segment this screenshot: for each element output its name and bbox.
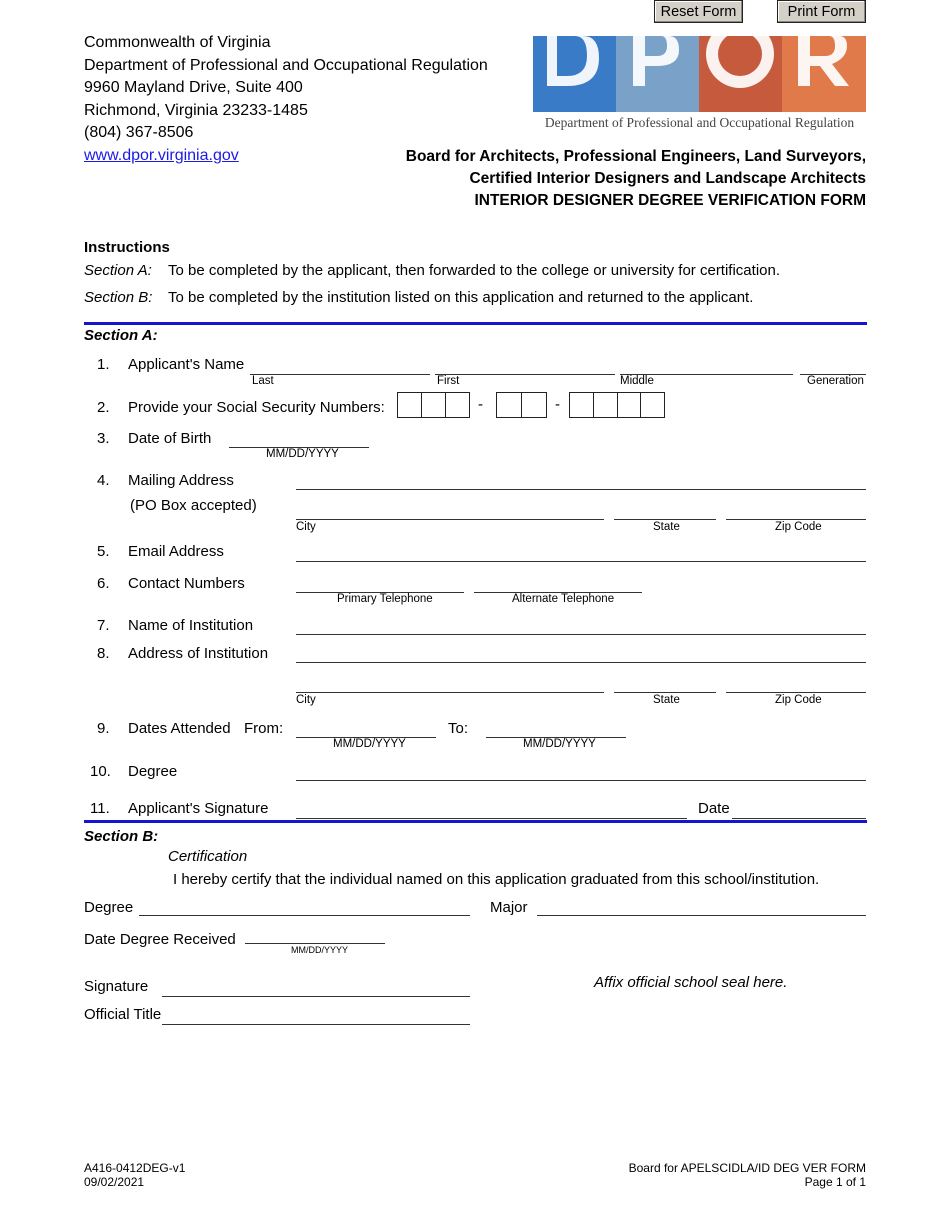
board-line-1: Board for Architects, Professional Engineers, Land Surveyors, bbox=[405, 148, 866, 165]
institution-name-label: Name of Institution bbox=[128, 617, 254, 634]
agency-line-4: Richmond, Virginia 23233-1485 bbox=[84, 101, 308, 119]
item-number-8: 8. bbox=[97, 645, 110, 662]
footer-right bbox=[629, 1161, 866, 1189]
agency-line-2: Department of Professional and Occupational Regulation bbox=[84, 56, 488, 74]
name-last-field[interactable] bbox=[250, 374, 430, 375]
print-form-button[interactable]: Print Form bbox=[777, 0, 866, 23]
mailing-street-field[interactable] bbox=[296, 489, 866, 490]
logo-caption: Department of Professional and Occupational Regulation bbox=[544, 115, 855, 130]
contact-numbers-label: Contact Numbers bbox=[128, 575, 245, 592]
section-a-heading: Section A: bbox=[84, 327, 158, 344]
instructions-a-label: Section A: bbox=[84, 262, 152, 279]
b-signature-label: Signature bbox=[84, 978, 149, 995]
item-number-6: 6. bbox=[97, 575, 110, 592]
footer-form-name: Board for APELSCIDLA/ID DEG VER FORM bbox=[628, 1161, 866, 1175]
degree-label: Degree bbox=[128, 763, 178, 780]
institution-zip-caption: Zip Code bbox=[775, 694, 822, 706]
ssn-part-3-input[interactable] bbox=[569, 392, 665, 418]
board-title bbox=[406, 146, 866, 212]
degree-field[interactable] bbox=[296, 780, 866, 781]
official-title-label: Official Title bbox=[84, 1006, 162, 1023]
footer-date: 09/02/2021 bbox=[84, 1175, 145, 1189]
board-line-2: Certified Interior Designers and Landscape Architects bbox=[469, 170, 866, 187]
b-degree-label: Degree bbox=[84, 899, 134, 916]
po-box-note: (PO Box accepted) bbox=[130, 497, 257, 514]
institution-state-caption: State bbox=[653, 694, 680, 706]
agency-line-1: Commonwealth of Virginia bbox=[84, 34, 271, 51]
section-b-rule bbox=[84, 820, 867, 823]
b-major-label: Major bbox=[490, 899, 528, 916]
applicant-signature-field[interactable] bbox=[296, 818, 687, 819]
b-degree-field[interactable] bbox=[139, 915, 470, 916]
mailing-zip-caption: Zip Code bbox=[775, 521, 822, 533]
certification-heading: Certification bbox=[168, 848, 248, 865]
certification-text: I hereby certify that the individual named on this application graduated from this school/institution. bbox=[173, 871, 820, 888]
date-degree-received-label: Date Degree Received bbox=[84, 931, 236, 948]
email-field[interactable] bbox=[296, 561, 866, 562]
instructions-b-label: Section B: bbox=[84, 289, 153, 306]
dates-to-label: To: bbox=[448, 720, 469, 737]
institution-city-field[interactable] bbox=[296, 692, 604, 693]
footer-left bbox=[84, 1161, 185, 1189]
mailing-zip-field[interactable] bbox=[726, 519, 866, 520]
dob-format-caption: MM/DD/YYYY bbox=[266, 448, 339, 460]
name-generation-caption: Generation bbox=[807, 375, 864, 387]
section-a-rule bbox=[84, 322, 867, 325]
mailing-state-field[interactable] bbox=[614, 519, 716, 520]
name-first-field[interactable] bbox=[435, 374, 615, 375]
ssn-part-2-input[interactable] bbox=[496, 392, 547, 418]
mailing-city-caption: City bbox=[296, 521, 316, 533]
instructions-heading: Instructions bbox=[84, 239, 170, 256]
signature-date-label: Date bbox=[698, 800, 730, 817]
footer-page: Page 1 of 1 bbox=[804, 1175, 866, 1189]
name-middle-caption: Middle bbox=[620, 375, 654, 387]
mailing-state-caption: State bbox=[653, 521, 680, 533]
section-b-heading: Section B: bbox=[84, 828, 159, 845]
form-title: INTERIOR DESIGNER DEGREE VERIFICATION FORM bbox=[474, 192, 866, 209]
item-number-5: 5. bbox=[97, 543, 110, 560]
date-degree-received-caption: MM/DD/YYYY bbox=[291, 945, 349, 955]
reset-form-button[interactable]: Reset Form bbox=[654, 0, 743, 23]
mailing-city-field[interactable] bbox=[296, 519, 604, 520]
applicant-signature-label: Applicant's Signature bbox=[128, 800, 269, 817]
agency-website-link[interactable]: www.dpor.virginia.gov bbox=[84, 146, 239, 164]
alternate-telephone-caption: Alternate Telephone bbox=[512, 593, 615, 605]
institution-city-caption: City bbox=[296, 694, 316, 706]
b-major-field[interactable] bbox=[537, 915, 866, 916]
item-number-10: 10. bbox=[90, 763, 111, 780]
dates-to-caption: MM/DD/YYYY bbox=[523, 738, 596, 750]
dates-attended-label: Dates Attended bbox=[128, 720, 231, 737]
b-signature-field[interactable] bbox=[162, 996, 470, 997]
ssn-dash-1: - bbox=[478, 396, 483, 413]
primary-telephone-caption: Primary Telephone bbox=[337, 593, 433, 605]
instructions-a-text: To be completed by the applicant, then forwarded to the college or university for certification. bbox=[168, 262, 781, 279]
name-first-caption: First bbox=[437, 375, 460, 387]
item-number-3: 3. bbox=[97, 430, 110, 447]
item-number-1: 1. bbox=[97, 356, 110, 373]
ssn-part-1-input[interactable] bbox=[397, 392, 470, 418]
dates-from-label: From: bbox=[244, 720, 284, 737]
name-last-caption: Last bbox=[252, 375, 274, 387]
item-number-9: 9. bbox=[97, 720, 110, 737]
date-degree-received-field[interactable] bbox=[245, 943, 385, 944]
institution-address-label: Address of Institution bbox=[128, 645, 269, 662]
ssn-label: Provide your Social Security Numbers: bbox=[128, 399, 385, 416]
mailing-address-label: Mailing Address bbox=[128, 472, 234, 489]
signature-date-field[interactable] bbox=[732, 818, 866, 819]
item-number-7: 7. bbox=[97, 617, 110, 634]
dob-label: Date of Birth bbox=[128, 430, 212, 447]
item-number-2: 2. bbox=[97, 399, 110, 416]
agency-phone: (804) 367-8506 bbox=[84, 124, 194, 141]
official-title-field[interactable] bbox=[162, 1024, 470, 1025]
item-number-4: 4. bbox=[97, 472, 110, 489]
dpor-logo bbox=[533, 36, 866, 114]
ssn-dash-2: - bbox=[555, 396, 560, 413]
school-seal-note: Affix official school seal here. bbox=[594, 974, 788, 991]
dates-from-caption: MM/DD/YYYY bbox=[333, 738, 406, 750]
item-number-11: 11. bbox=[90, 800, 110, 817]
institution-name-field[interactable] bbox=[296, 634, 866, 635]
agency-line-3: 9960 Mayland Drive, Suite 400 bbox=[84, 79, 303, 96]
applicant-name-label: Applicant's Name bbox=[128, 356, 245, 373]
institution-zip-field[interactable] bbox=[726, 692, 866, 693]
footer-form-id: A416-0412DEG-v1 bbox=[84, 1161, 186, 1175]
institution-street-field[interactable] bbox=[296, 662, 866, 663]
email-label: Email Address bbox=[128, 543, 224, 560]
instructions-b-text: To be completed by the institution listed on this application and returned to the applicant. bbox=[168, 289, 754, 306]
institution-state-field[interactable] bbox=[614, 692, 716, 693]
